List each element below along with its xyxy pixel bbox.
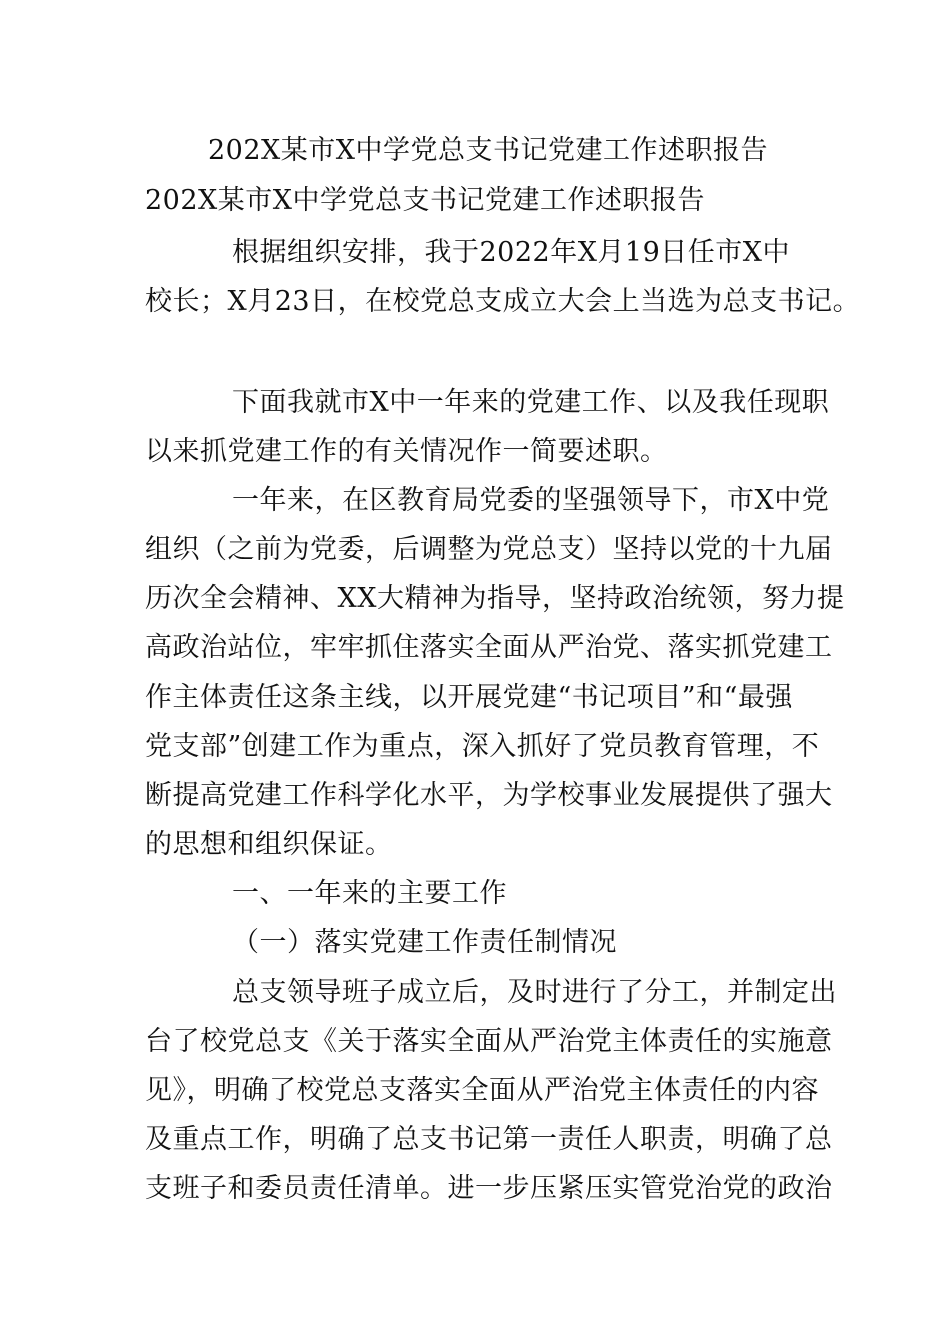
paragraph-line: 总支领导班子成立后，及时进行了分工，并制定出	[232, 977, 837, 1008]
paragraph-line: 下面我就市X中一年来的党建工作、以及我任现职	[232, 387, 830, 418]
paragraph-line: 历次全会精神、XX大精神为指导，坚持政治统领，努力提	[145, 583, 845, 614]
subsection-heading: （一）落实党建工作责任制情况	[232, 927, 617, 958]
paragraph-line: 一年来，在区教育局党委的坚强领导下，市X中党	[232, 485, 830, 516]
paragraph-line: 根据组织安排，我于2022年X月19日任市X中	[232, 237, 791, 268]
paragraph-line: 及重点工作，明确了总支书记第一责任人职责，明确了总	[145, 1124, 833, 1155]
document-title: 202X某市X中学党总支书记党建工作述职报告	[208, 135, 768, 166]
paragraph-line: 见》，明确了校党总支落实全面从严治党主体责任的内容	[145, 1075, 819, 1106]
section-heading: 一、一年来的主要工作	[232, 878, 507, 909]
paragraph-line: 支班子和委员责任清单。进一步压紧压实管党治党的政治	[145, 1173, 833, 1204]
paragraph-line: 校长；X月23日，在校党总支成立大会上当选为总支书记。	[145, 286, 861, 317]
paragraph-line: 断提高党建工作科学化水平，为学校事业发展提供了强大	[145, 780, 833, 811]
paragraph-line: 高政治站位，牢牢抓住落实全面从严治党、落实抓党建工	[145, 632, 833, 663]
paragraph-line: 的思想和组织保证。	[145, 829, 393, 860]
paragraph-line: 组织（之前为党委，后调整为党总支）坚持以党的十九届	[145, 534, 833, 565]
paragraph-line: 作主体责任这条主线，以开展党建“书记项目”和“最强	[145, 682, 793, 713]
paragraph-line: 以来抓党建工作的有关情况作一简要述职。	[145, 436, 668, 467]
document-subtitle: 202X某市X中学党总支书记党建工作述职报告	[145, 185, 705, 216]
paragraph-line: 台了校党总支《关于落实全面从严治党主体责任的实施意	[145, 1026, 833, 1057]
paragraph-line: 党支部”创建工作为重点，深入抓好了党员教育管理，不	[145, 731, 820, 762]
